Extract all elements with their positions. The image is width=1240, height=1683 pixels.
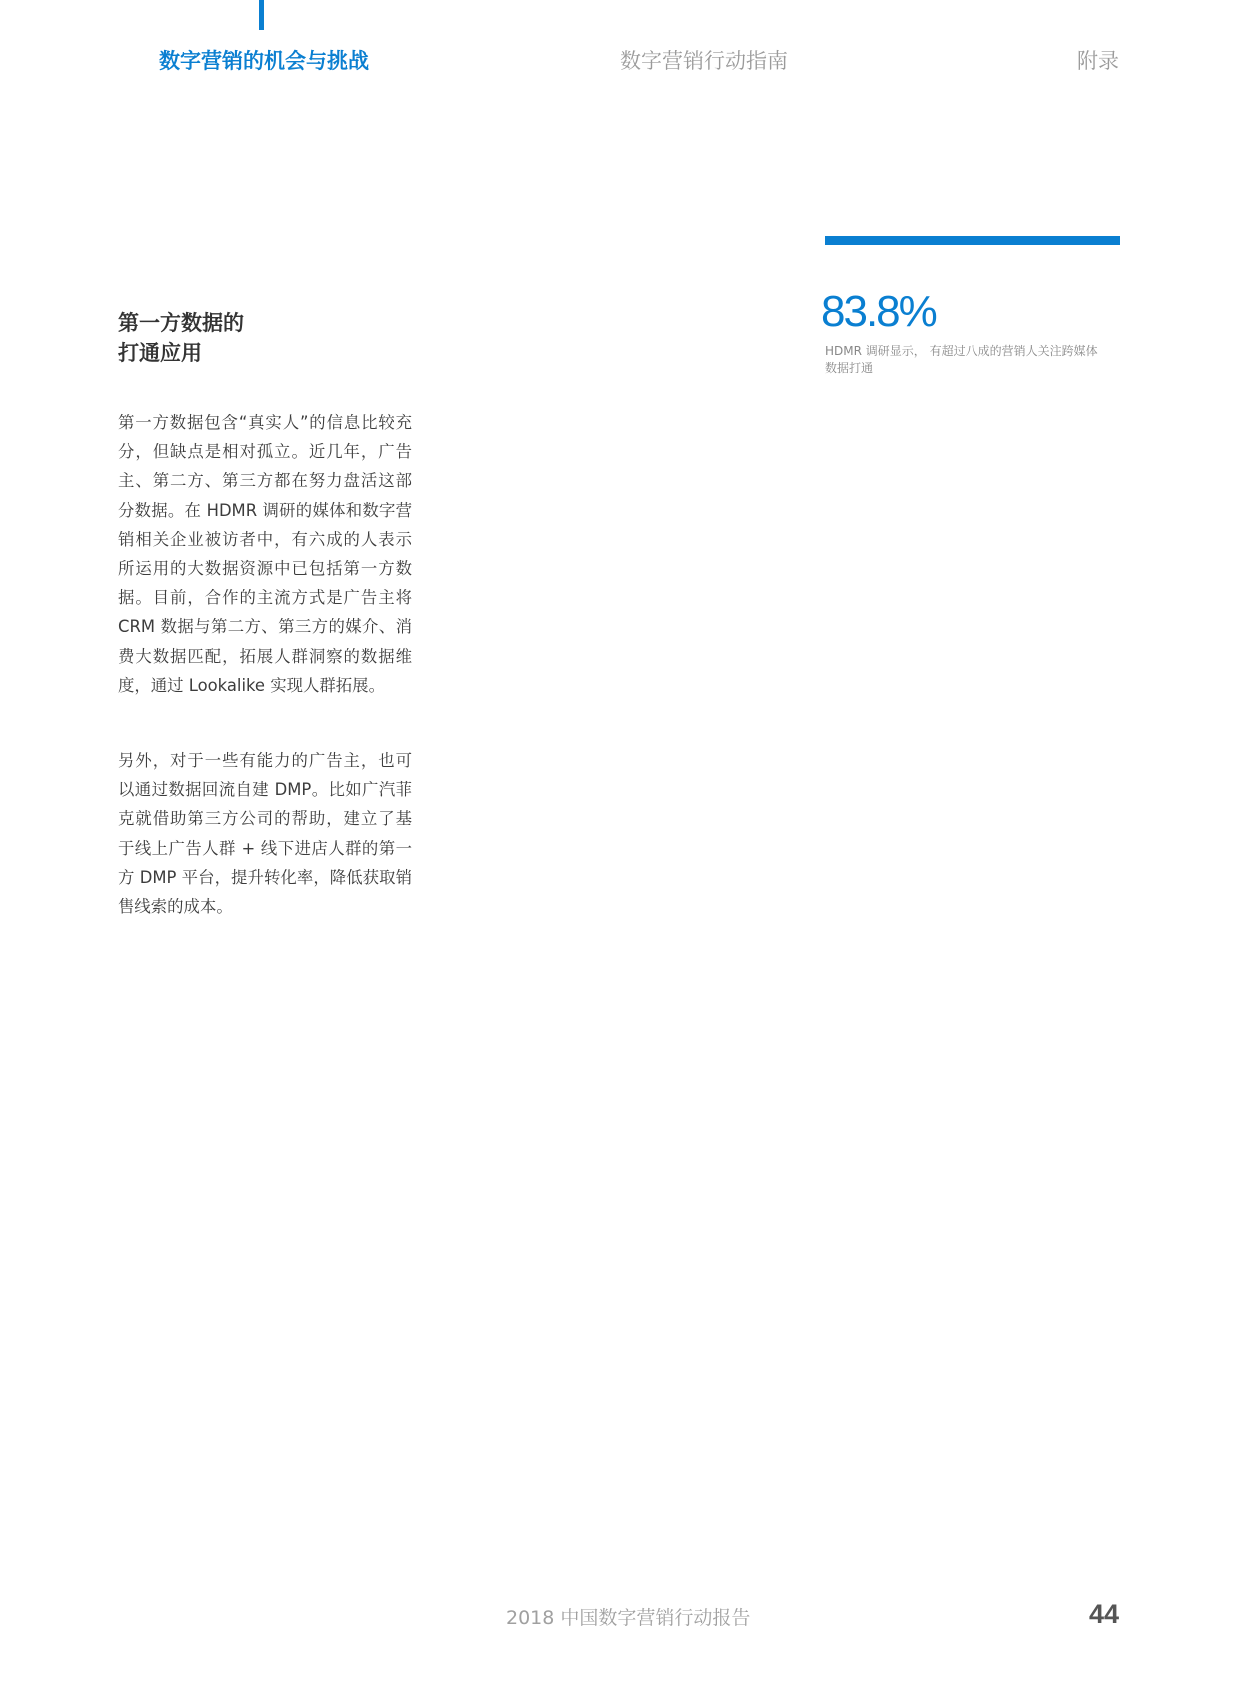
body-paragraph-2: 另外，对于一些有能力的广告主，也可以通过数据回流自建 DMP。比如广汽菲克就借助第三方公司的帮助，建立了基于线上广告人群 + 线下进店人群的第一方 DMP 平台，提升转化率，降低获取销售线索的成本。	[118, 751, 412, 917]
section-title-line-1: 第一方数据的	[118, 311, 244, 335]
nav-tab-appendix[interactable]: 附录	[1077, 49, 1119, 73]
body-paragraph-1: 第一方数据包含“真实人”的信息比较充分，但缺点是相对孤立。近几年，广告主、第二方、第三方都在努力盘活这部分数据。在 HDMR 调研的媒体和数字营销相关企业被访者中，有六成的人表示所运用的大数据资源中已包括第一方数据。目前，合作的主流方式是广告主将 CRM 数据与第二方、第三方的媒介、消费大数据匹配，拓展人群洞察的数据维度，通过 Lookalike 实现人群拓展。	[118, 413, 412, 695]
page-number: 44	[1088, 1599, 1119, 1629]
nav-tab-opportunities-challenges[interactable]: 数字营销的机会与挑战	[159, 49, 369, 73]
stat-accent-bar	[825, 236, 1120, 245]
section-title-line-2: 打通应用	[118, 341, 202, 365]
section-title	[118, 308, 418, 368]
stat-value: 83.8%	[821, 287, 936, 336]
footer-report-title: 2018 中国数字营销行动报告	[506, 1607, 751, 1629]
nav-tab-action-guide[interactable]: 数字营销行动指南	[620, 49, 788, 73]
active-section-marker	[259, 0, 264, 30]
stat-caption: HDMR 调研显示， 有超过八成的营销人关注跨媒体数据打通	[825, 344, 1098, 375]
